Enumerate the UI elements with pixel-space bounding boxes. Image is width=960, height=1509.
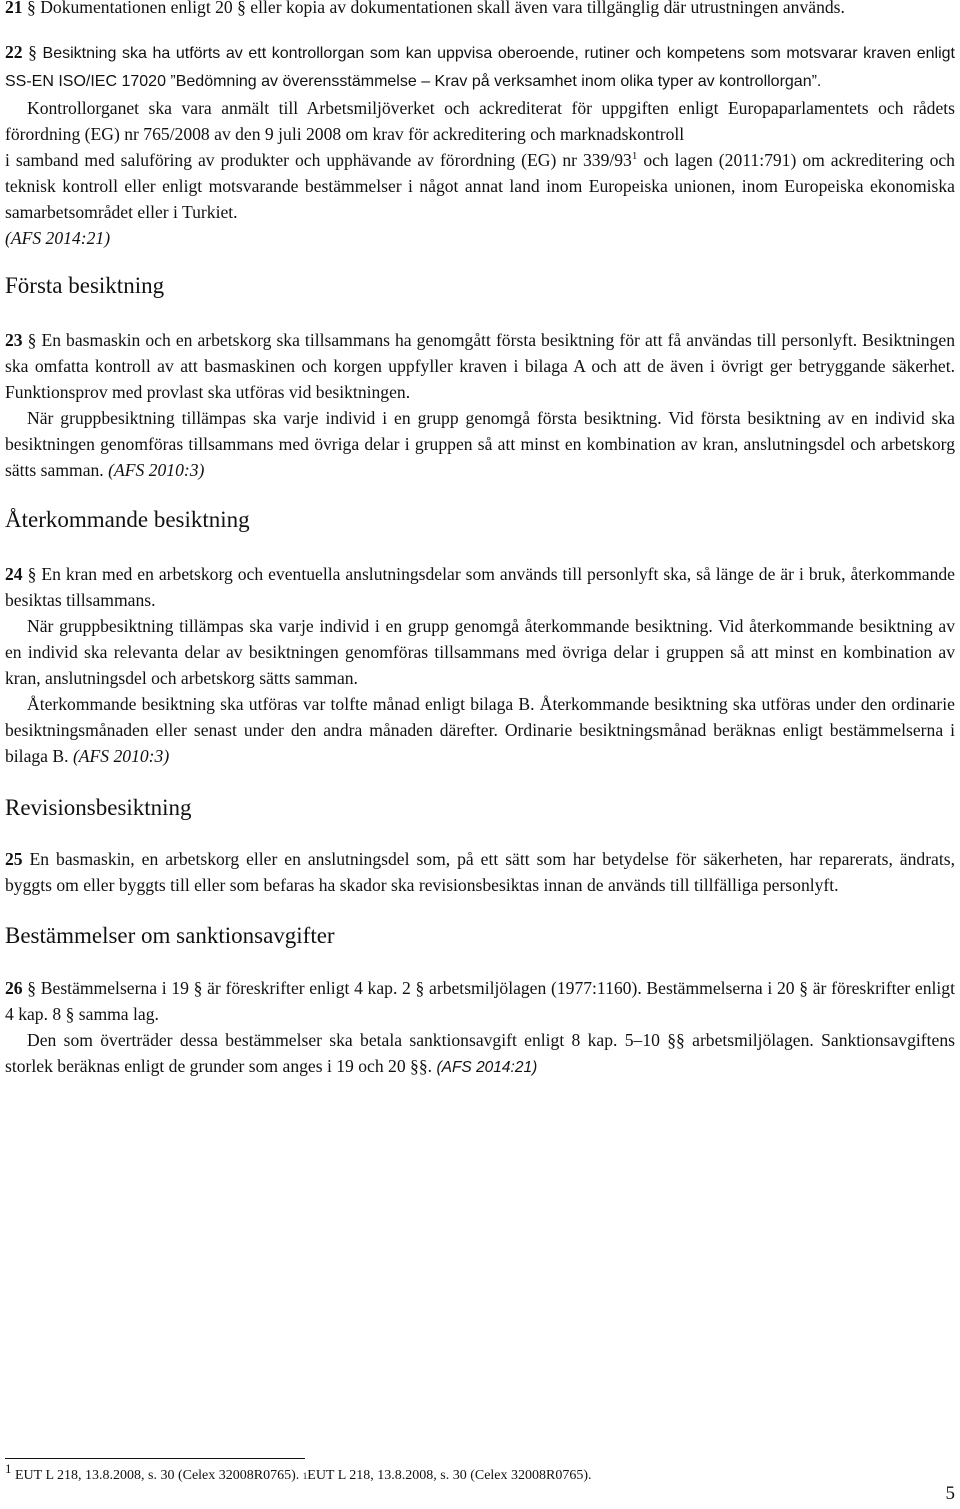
paragraph-text: När gruppbesiktning tillämpas ska varje individ i en grupp genomgå återkommande besiktning. Vid återkommande besiktning av en individ ska relevanta delar av besiktningen genomföras tillsammans med övriga delar i gruppen så att minst en kombination av kran, anslutningsdel och arbetskorg sätts samman.: [5, 616, 955, 688]
paragraph-text: Dokumentationen enligt 20 § eller kopia av dokumentationen skall även vara tillgänglig där utrustningen används.: [35, 0, 845, 17]
paragraph-22-continued-2: [5, 147, 955, 225]
paragraph-text: i samband med saluföring av produkter och upphävande av förordning (EG) nr 339/93: [5, 150, 632, 170]
paragraph-text: En kran med en arbetskorg och eventuella anslutningsdelar som används till personlyft ska, så länge de är i bruk, återkommande besiktas tillsammans.: [5, 564, 955, 610]
heading-forsta-besiktning: Första besiktning: [5, 273, 165, 298]
footnote-number-small: 1: [302, 1471, 308, 1481]
paragraph-23-continued: [5, 405, 955, 483]
section-symbol: §: [28, 42, 37, 62]
heading-aterkommande-besiktning: Återkommande besiktning: [5, 507, 250, 532]
afs-reference: (AFS 2010:3): [108, 460, 205, 480]
paragraph-26: [5, 975, 955, 1027]
paragraph-24-continued-2: [5, 691, 955, 769]
footnote-text: EUT L 218, 13.8.2008, s. 30 (Celex 32008R0765).: [11, 1468, 303, 1483]
section-symbol: §: [27, 330, 37, 350]
footnote: [5, 1461, 592, 1486]
paragraph-26-continued: [5, 1027, 955, 1081]
paragraph-24-continued: [5, 613, 955, 691]
afs-reference: (AFS 2014:21): [5, 228, 111, 248]
document-page: [5, 0, 955, 1081]
paragraph-22-continued: [5, 95, 955, 147]
section-number: 24: [5, 564, 23, 584]
paragraph-23: [5, 327, 955, 405]
paragraph-text: och lagen (2011:791) om ackreditering och teknisk kontroll eller enligt motsvarande bestämmelser i något annat land inom Europeiska unionen, inom Europeiska ekonomiska samarbetsområdet eller i Turkiet.: [5, 150, 955, 222]
footnote-marker: 1: [631, 150, 638, 163]
afs-reference: (AFS 2014:21): [436, 1059, 538, 1076]
section-number: 23: [5, 330, 23, 350]
section-number: 26: [5, 978, 23, 998]
section-number: 25: [5, 849, 23, 869]
paragraph-25: [5, 846, 955, 898]
heading-revisionsbesiktning: Revisionsbesiktning: [5, 795, 192, 820]
section-symbol: §: [27, 564, 37, 584]
section-symbol: §: [27, 978, 37, 998]
paragraph-text: En basmaskin, en arbetskorg eller en anslutningsdel som, på ett sätt som har betydelse för säkerheten, har reparerats, ändrats, byggts om eller byggts till eller som befaras ha skador ska revisionsbesiktas innan de används till tillfälliga personlyft.: [5, 849, 955, 895]
paragraph-text: Återkommande besiktning ska utföras var tolfte månad enligt bilaga B. Återkommande besiktning ska utföras under den ordinarie besiktningsmånaden eller senast under den andra månaden därefter. Ordinarie besiktningsmånad beräknas enligt bestämmelserna i bilaga B.: [5, 694, 955, 766]
paragraph-text: En basmaskin och en arbetskorg ska tillsammans ha genomgått första besiktning för att få användas till personlyft. Besiktningen ska omfatta kontroll av att basmaskinen och korgen uppfyller kraven i bilaga A och att de även i övrigt ger betryggande säkerhet. Funktionsprov med provlast ska utföras vid besiktningen.: [5, 330, 955, 402]
heading-sanktionsavgifter: Bestämmelser om sanktionsavgifter: [5, 923, 335, 948]
footnote-divider: [5, 1458, 305, 1459]
amendment-reference: [5, 225, 955, 251]
footnote-text: EUT L 218, 13.8.2008, s. 30 (Celex 32008R0765).: [307, 1468, 592, 1483]
section-number: 22: [5, 42, 23, 62]
paragraph-text: Kontrollorganet ska vara anmält till Arbetsmiljöverket och ackrediterat för uppgiften enligt Europaparlamentets och rådets förordning (EG) nr 765/2008 av den 9 juli 2008 om krav för ackreditering och marknadskontroll: [5, 98, 955, 144]
afs-reference: (AFS 2010:3): [72, 746, 170, 766]
paragraph-text: Besiktning ska ha utförts av ett kontrollorgan som kan uppvisa oberoende, rutiner och kompetens som motsvarar kraven enligt SS-EN ISO/IEC 17020 ”Bedömning av överensstämmelse – Krav på verksamhet inom olika typer av kontrollorgan”.: [5, 45, 955, 90]
paragraph-text: När gruppbesiktning tillämpas ska varje individ i en grupp genomgå första besiktning. Vid första besiktning av en individ ska besiktningen genomföras tillsammans med övriga delar i gruppen så att minst en kombination av kran, anslutningsdel och arbetskorg sätts samman.: [5, 408, 955, 480]
paragraph-text: Den som överträder dessa bestämmelser ska betala sanktionsavgift enligt 8 kap. 5–10 §§ arbetsmiljölagen. Sanktionsavgiftens storlek beräknas enligt de grunder som anges i 19 och 20 §§.: [5, 1030, 955, 1076]
footnote-number: 1: [5, 1461, 12, 1476]
section-symbol: §: [27, 0, 36, 17]
section-number: 21: [5, 0, 23, 17]
page-number: 5: [945, 1483, 955, 1504]
paragraph-24: [5, 561, 955, 613]
paragraph-text: Bestämmelserna i 19 § är föreskrifter enligt 4 kap. 2 § arbetsmiljölagen (1977:1160). Bestämmelserna i 20 § är föreskrifter enligt 4 kap. 8 § samma lag.: [5, 978, 955, 1024]
paragraph-22: [5, 39, 955, 95]
paragraph-21: [5, 0, 955, 20]
